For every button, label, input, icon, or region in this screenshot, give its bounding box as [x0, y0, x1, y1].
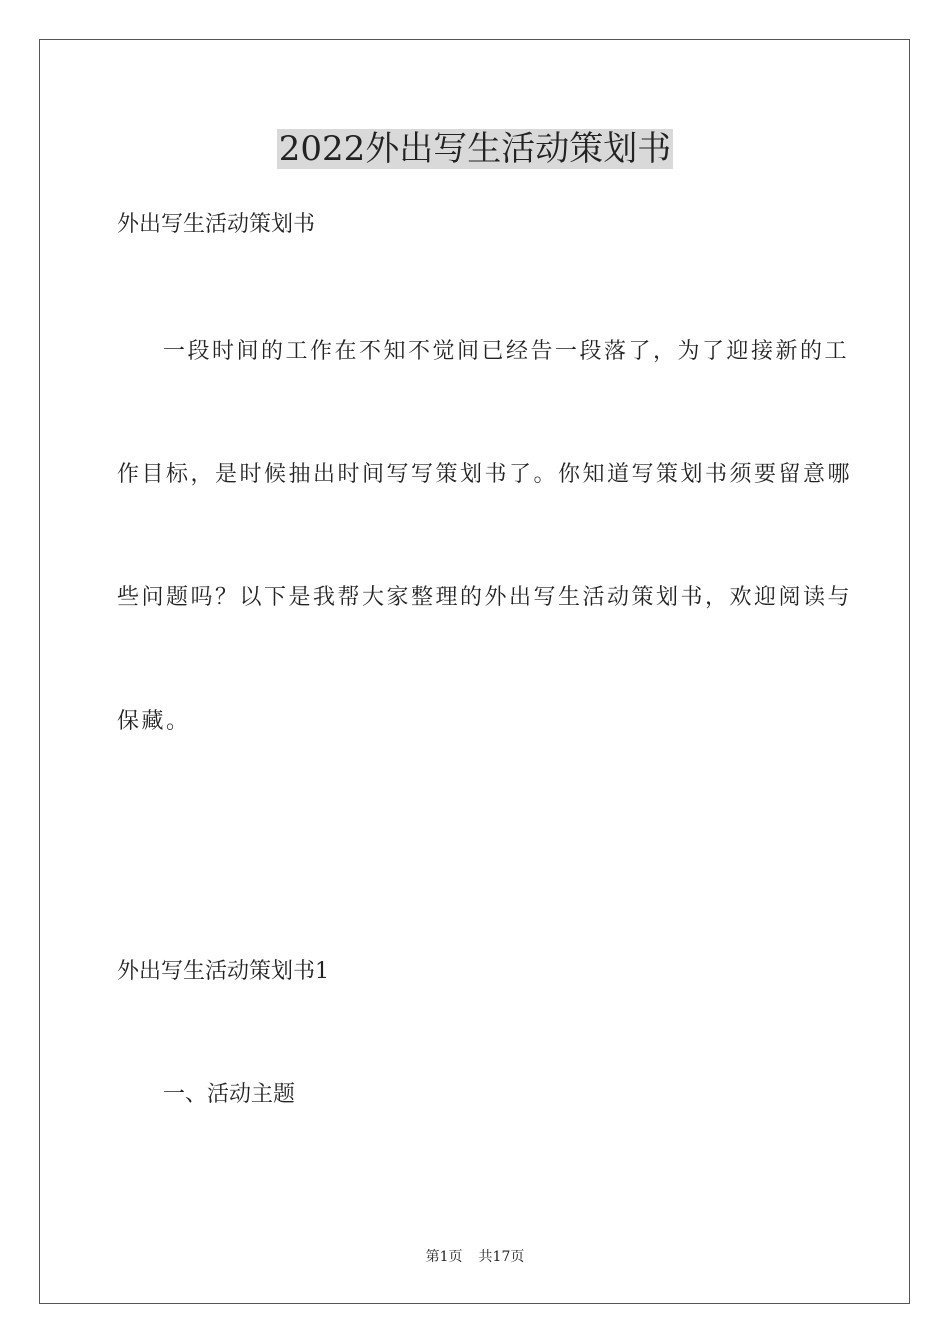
document-title-text: 2022外出写生活动策划书: [278, 129, 672, 169]
document-title: [0, 127, 950, 171]
page-number: 第1页: [425, 1249, 463, 1265]
intro-line-2: 作目标，是时候抽出时间写写策划书了。你知道写策划书须要留意哪: [117, 462, 853, 487]
section-heading: 外出写生活动策划书1: [117, 959, 329, 984]
page-total: 共17页: [478, 1249, 525, 1265]
intro-line-4: 保藏。: [117, 709, 191, 734]
intro-line-3: 些问题吗？以下是我帮大家整理的外出写生活动策划书，欢迎阅读与: [117, 585, 853, 610]
intro-line-1: 一段时间的工作在不知不觉间已经告一段落了，为了迎接新的工: [163, 339, 850, 364]
document-subtitle: 外出写生活动策划书: [117, 212, 316, 237]
subsection-heading: 一、活动主题: [163, 1082, 296, 1107]
page-footer: [0, 1247, 950, 1267]
